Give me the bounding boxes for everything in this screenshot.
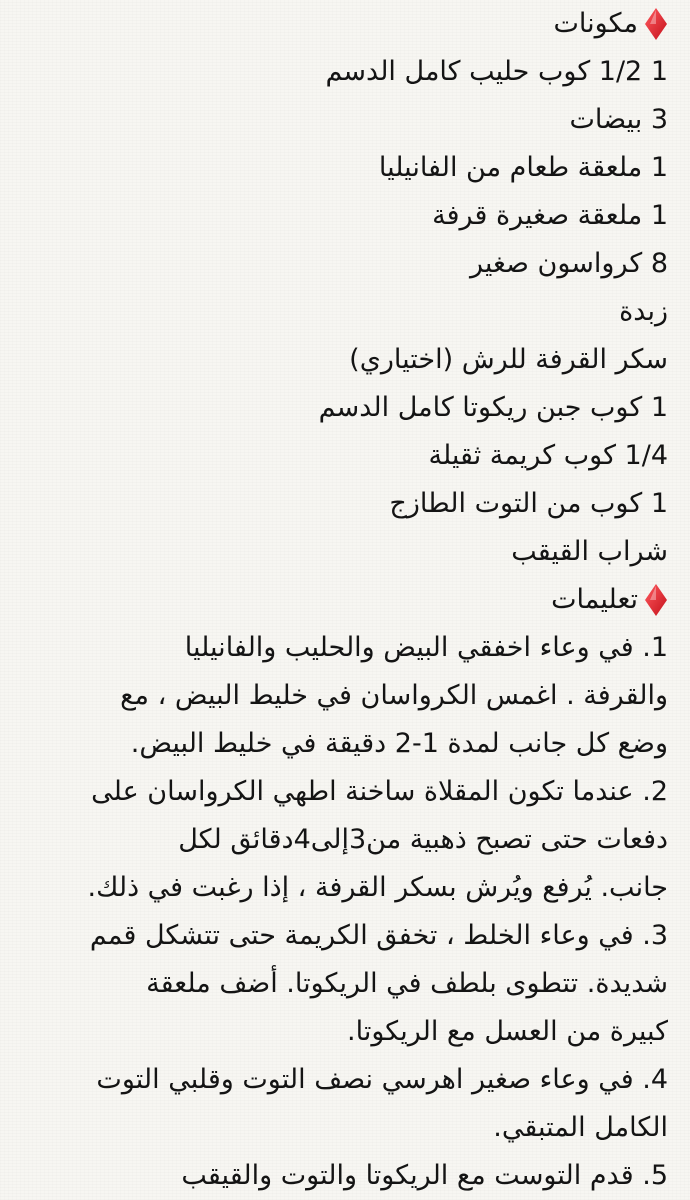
ingredient-item: 1/4 كوب كريمة ثقيلة: [428, 440, 668, 471]
instruction-line: دفعات حتى تصبح ذهبية من3إلى4دقائق لكل: [178, 824, 668, 855]
ingredient-item: شراب القيقب: [511, 536, 668, 567]
ingredient-item: زبدة: [619, 296, 668, 327]
ingredient-item: 8 كرواسون صغير: [469, 248, 668, 279]
instruction-line: 3. في وعاء الخلط ، تخفق الكريمة حتى تتشكل قمم: [89, 920, 668, 951]
instruction-line: 2. عندما تكون المقلاة ساخنة اطهي الكرواسان على: [91, 776, 668, 807]
instruction-line: 5. قدم التوست مع الريكوتا والتوت والقيقب: [181, 1160, 668, 1191]
instruction-line: والقرفة . اغمس الكرواسان في خليط البيض ، مع: [120, 680, 668, 711]
instruction-step-2: [22, 768, 668, 912]
instructions-list: [22, 624, 668, 1200]
instruction-line: شديدة. تتطوى بلطف في الريكوتا. أضف ملعقة: [146, 968, 668, 999]
ingredient-item: 3 بيضات: [569, 104, 668, 135]
instruction-step-4: [22, 1056, 668, 1152]
instruction-line: 4. في وعاء صغير اهرسي نصف التوت وقلبي التوت: [96, 1064, 668, 1095]
ingredients-heading: [22, 0, 668, 48]
instruction-line: وضع كل جانب لمدة 1-2 دقيقة في خليط البيض.: [130, 728, 668, 759]
instruction-line: جانب. يُرفع ويُرش بسكر القرفة ، إذا رغبت في ذلك.: [87, 872, 668, 903]
note-body[interactable]: [22, 0, 668, 1200]
ingredient-item: 1 ملعقة صغيرة قرفة: [432, 200, 668, 231]
red-diamond-icon: [644, 7, 668, 41]
instructions-heading: [22, 576, 668, 624]
ingredient-item: 1 1/2 كوب حليب كامل الدسم: [325, 56, 668, 87]
ingredient-item: 1 ملعقة طعام من الفانيليا: [378, 152, 668, 183]
instruction-step-3: [22, 912, 668, 1056]
instruction-line: 1. في وعاء اخفقي البيض والحليب والفانيليا: [184, 632, 668, 663]
red-diamond-icon: [644, 583, 668, 617]
ingredients-heading-label: مكونات: [553, 8, 638, 39]
instructions-heading-label: تعليمات: [551, 584, 638, 615]
ingredients-list: [22, 48, 668, 576]
instruction-step-1: [22, 624, 668, 768]
instruction-line: الكامل المتبقي.: [493, 1112, 668, 1143]
ingredient-item: سكر القرفة للرش (اختياري): [349, 344, 668, 375]
ingredient-item: 1 كوب جبن ريكوتا كامل الدسم: [318, 392, 668, 423]
instruction-line: كبيرة من العسل مع الريكوتا.: [347, 1016, 668, 1047]
ingredient-item: 1 كوب من التوت الطازج: [389, 488, 668, 519]
instruction-step-5: [22, 1152, 668, 1200]
